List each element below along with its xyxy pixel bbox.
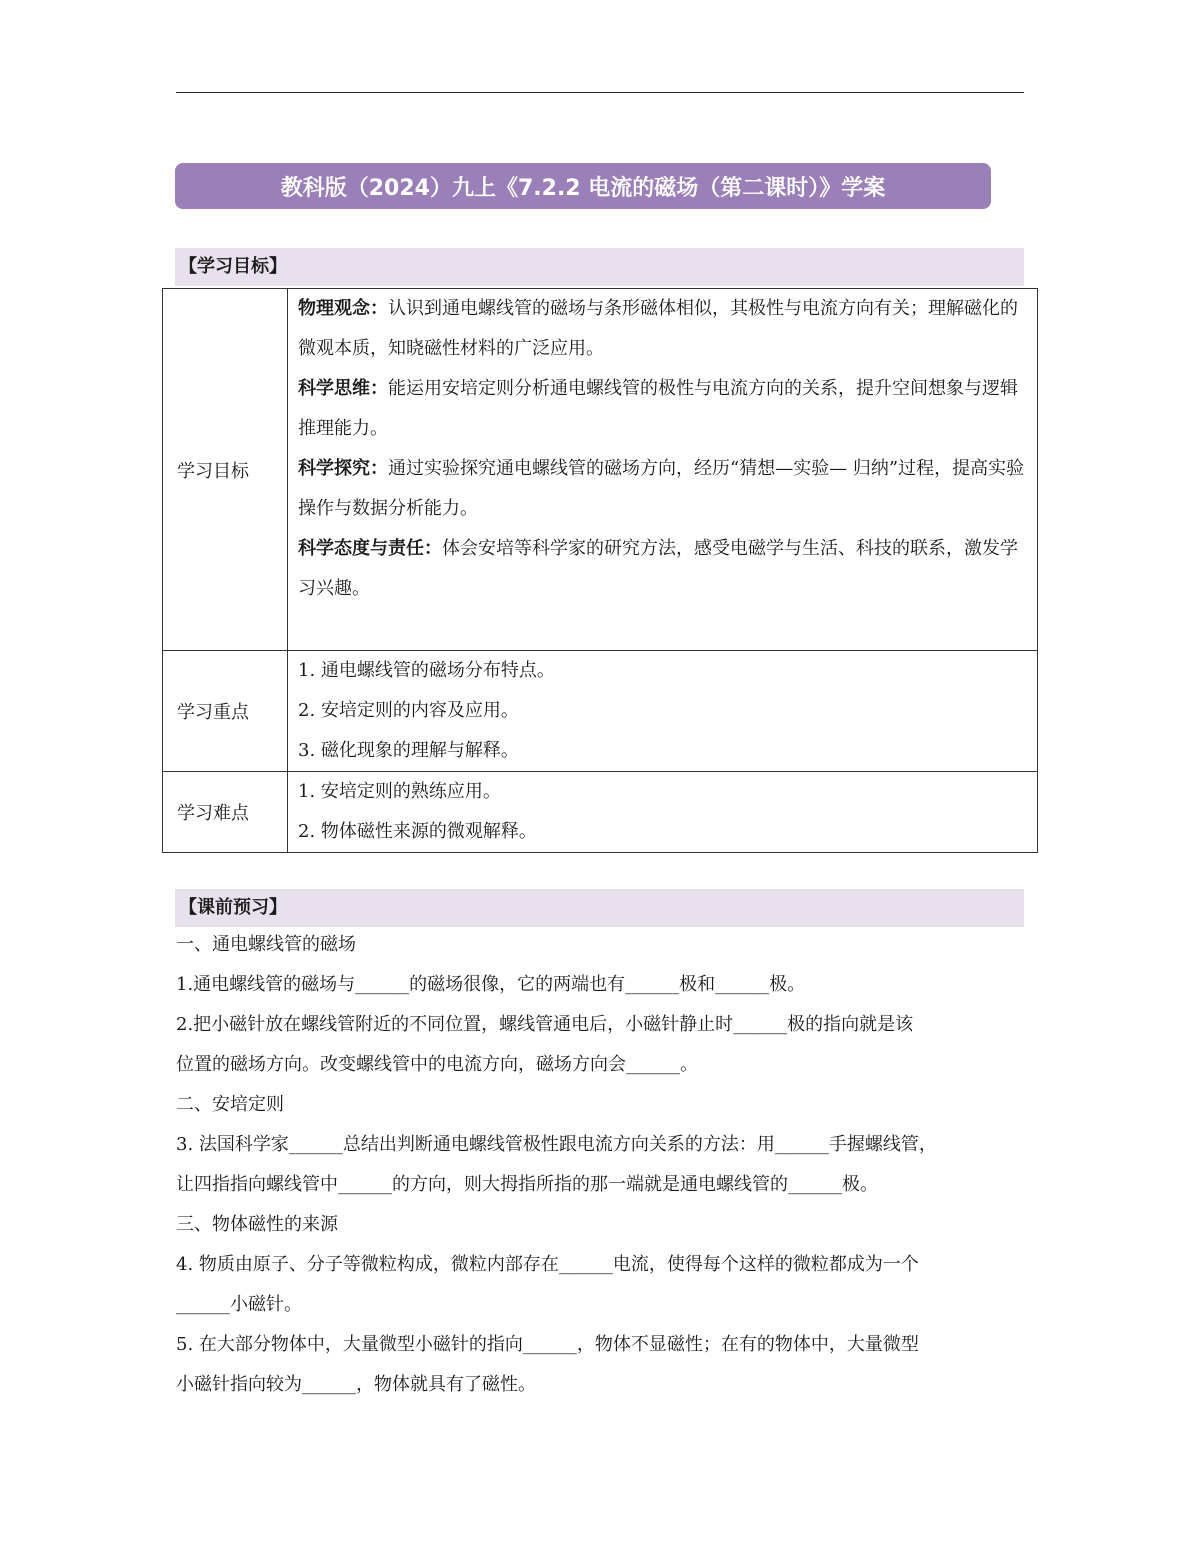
preview-line: 位置的磁场方向。改变螺线管中的电流方向，磁场方向会______。 bbox=[176, 1054, 698, 1075]
preview-line: 小磁针指向较为______，物体就具有了磁性。 bbox=[176, 1374, 536, 1395]
preview-line: 2.把小磁针放在螺线管附近的不同位置，螺线管通电后，小磁针静止时______极的指向就是该 bbox=[176, 1014, 914, 1035]
goals-table bbox=[162, 288, 1038, 853]
goal-item: 科学思维：能运用安培定则分析通电螺线管的极性与电流方向的关系，提升空间想象与逻辑推理能力。 bbox=[298, 378, 1018, 439]
preview-line: 三、物体磁性的来源 bbox=[176, 1214, 338, 1235]
goal-item: 科学态度与责任：体会安培等科学家的研究方法，感受电磁学与生活、科技的联系，激发学习兴趣。 bbox=[298, 538, 1018, 599]
preview-line: 让四指指向螺线管中______的方向，则大拇指所指的那一端就是通电螺线管的______极。 bbox=[176, 1174, 878, 1195]
preview-line: ______小磁针。 bbox=[176, 1294, 302, 1315]
preview-line: 3. 法国科学家______总结出判断通电螺线管极性跟电流方向关系的方法：用______手握螺线管， bbox=[176, 1134, 937, 1155]
row-label: 学习目标 bbox=[163, 289, 288, 651]
document-title: 教科版（2024）九上《7.2.2 电流的磁场（第二课时）》学案 bbox=[175, 163, 991, 209]
row-content bbox=[288, 772, 1038, 853]
row-content bbox=[288, 651, 1038, 772]
preview-section-heading: 【课前预习】 bbox=[175, 889, 1024, 927]
goal-item: 科学探究：通过实验探究通电螺线管的磁场方向，经历“猜想—实验— 归纳”过程，提高实验操作与数据分析能力。 bbox=[298, 458, 1025, 519]
list-item: 1. 安培定则的熟练应用。 bbox=[298, 781, 501, 802]
list-item: 2. 物体磁性来源的微观解释。 bbox=[298, 821, 537, 842]
preview-line: 二、安培定则 bbox=[176, 1094, 284, 1115]
list-item: 1. 通电螺线管的磁场分布特点。 bbox=[298, 660, 555, 681]
row-content bbox=[288, 289, 1038, 651]
table-row bbox=[163, 289, 1038, 651]
preview-content bbox=[176, 925, 1036, 1405]
list-item: 3. 磁化现象的理解与解释。 bbox=[298, 740, 519, 761]
goal-item: 物理观念：认识到通电螺线管的磁场与条形磁体相似，其极性与电流方向有关；理解磁化的微观本质，知晓磁性材料的广泛应用。 bbox=[298, 298, 1018, 359]
table-row bbox=[163, 772, 1038, 853]
header-rule bbox=[176, 92, 1024, 93]
row-label: 学习重点 bbox=[163, 651, 288, 772]
preview-line: 一、通电螺线管的磁场 bbox=[176, 934, 356, 955]
preview-line: 1.通电螺线管的磁场与______的磁场很像，它的两端也有______极和______极。 bbox=[176, 974, 806, 995]
table-row bbox=[163, 651, 1038, 772]
row-label: 学习难点 bbox=[163, 772, 288, 853]
preview-line: 4. 物质由原子、分子等微粒构成，微粒内部存在______电流，使得每个这样的微粒都成为一个 bbox=[176, 1254, 919, 1275]
list-item: 2. 安培定则的内容及应用。 bbox=[298, 700, 519, 721]
goals-section-heading: 【学习目标】 bbox=[175, 248, 1024, 286]
preview-line: 5. 在大部分物体中，大量微型小磁针的指向______，物体不显磁性；在有的物体中，大量微型 bbox=[176, 1334, 919, 1355]
